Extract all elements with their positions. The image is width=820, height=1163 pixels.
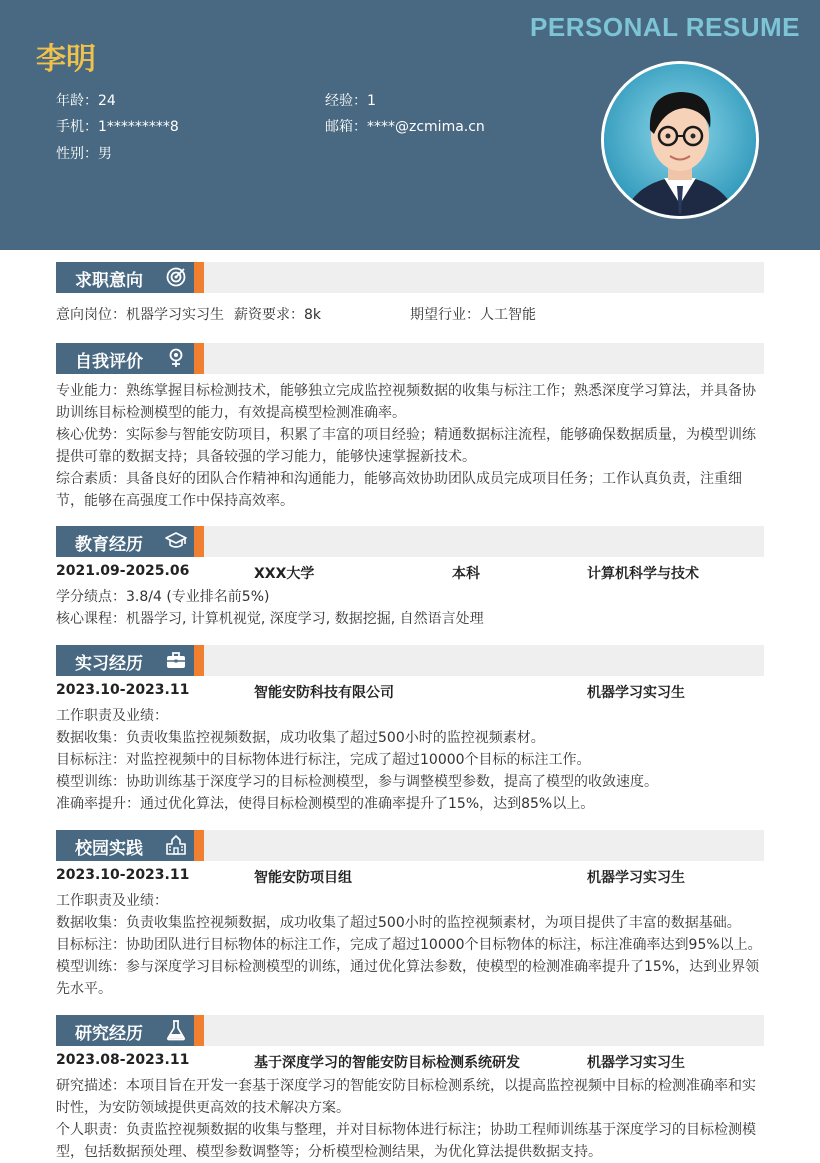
section-internship bbox=[56, 645, 764, 817]
campus-row bbox=[56, 867, 764, 889]
section-education bbox=[56, 526, 764, 632]
briefcase-icon bbox=[165, 649, 187, 671]
section-accent bbox=[194, 645, 204, 676]
award-icon bbox=[165, 347, 187, 369]
target-icon bbox=[165, 266, 187, 288]
internship-line: 模型训练：协助训练基于深度学习的目标检测模型，参与调整模型参数，提高了模型的收敛速度。 bbox=[56, 774, 658, 790]
internship-role: 机器学习实习生 bbox=[587, 685, 685, 701]
campus-building-icon bbox=[165, 834, 187, 856]
research-line: 研究描述：本项目旨在开发一套基于深度学习的智能安防目标检测系统，以提高监控视频中目标的检测准确率和实 bbox=[56, 1078, 756, 1094]
self-eval-line: 专业能力：熟练掌握目标检测技术，能够独立完成监控视频数据的收集与标注工作；熟悉深度学习算法，并具备协 bbox=[56, 383, 756, 399]
banner-title: PERSONAL RESUME bbox=[530, 12, 800, 42]
school-name: XXX大学 bbox=[254, 566, 315, 582]
section-title: 自我评价 bbox=[75, 352, 143, 372]
campus-line: 先水平。 bbox=[56, 981, 112, 997]
company-name: 智能安防科技有限公司 bbox=[254, 685, 394, 701]
experience: 经验：1 bbox=[325, 93, 376, 109]
section-header bbox=[56, 1015, 764, 1046]
self-eval-line: 综合素质：具备良好的团队合作精神和沟通能力，能够高效协助团队成员完成项目任务；工作认真负责，注重细 bbox=[56, 471, 742, 487]
section-tab bbox=[56, 645, 194, 676]
section-self-evaluation bbox=[56, 343, 764, 513]
intended-position: 意向岗位：机器学习实习生 bbox=[56, 307, 224, 323]
resume-header bbox=[0, 0, 820, 250]
self-eval-line: 核心优势：实际参与智能安防项目，积累了丰富的项目经验；精通数据标注流程，能够确保数据质量，为模型训练 bbox=[56, 427, 756, 443]
project-name: 基于深度学习的智能安防目标检测系统研发 bbox=[254, 1055, 520, 1071]
self-eval-line: 提供可靠的数据支持；具备较强的学习能力，能够快速掌握新技术。 bbox=[56, 449, 476, 465]
internship-line: 数据收集：负责收集监控视频数据，成功收集了超过500小时的监控视频素材。 bbox=[56, 730, 545, 746]
campus-role: 机器学习实习生 bbox=[587, 870, 685, 886]
section-title: 研究经历 bbox=[75, 1024, 143, 1044]
section-tab bbox=[56, 343, 194, 374]
graduation-cap-icon bbox=[165, 530, 187, 552]
expected-salary: 薪资要求：8k bbox=[234, 307, 322, 323]
internship-date: 2023.10-2023.11 bbox=[56, 682, 190, 698]
major: 计算机科学与技术 bbox=[587, 566, 699, 582]
section-title: 教育经历 bbox=[75, 535, 143, 555]
campus-line: 数据收集：负责收集监控视频数据，成功收集了超过500小时的监控视频素材，为项目提供了丰富的数据基础。 bbox=[56, 915, 741, 931]
campus-line: 模型训练：参与深度学习目标检测模型的训练，通过优化算法参数，使模型的检测准确率提升了15%，达到业界领 bbox=[56, 959, 760, 975]
flask-icon bbox=[165, 1019, 187, 1041]
section-tab bbox=[56, 830, 194, 861]
internship-line: 目标标注：对监控视频中的目标物体进行标注，完成了超过10000个目标的标注工作。 bbox=[56, 752, 591, 768]
phone: 手机：1*********8 bbox=[56, 119, 179, 135]
self-eval-line: 助训练目标检测模型的能力，有效提高模型检测准确率。 bbox=[56, 405, 406, 421]
campus-date: 2023.10-2023.11 bbox=[56, 867, 190, 883]
research-date: 2023.08-2023.11 bbox=[56, 1052, 190, 1068]
education-date: 2021.09-2025.06 bbox=[56, 563, 190, 579]
section-research bbox=[56, 1015, 764, 1160]
expected-industry: 期望行业：人工智能 bbox=[410, 307, 536, 323]
section-title: 校园实践 bbox=[75, 839, 143, 859]
research-line: 时性，为安防领域提供更高效的技术解决方案。 bbox=[56, 1100, 350, 1116]
section-header bbox=[56, 830, 764, 861]
section-accent bbox=[194, 526, 204, 557]
section-tab bbox=[56, 1015, 194, 1046]
education-line: 核心课程：机器学习, 计算机视觉, 深度学习, 数据挖掘, 自然语言处理 bbox=[56, 611, 484, 627]
research-row bbox=[56, 1052, 764, 1074]
avatar bbox=[601, 61, 759, 219]
section-job-intention bbox=[56, 262, 764, 332]
research-line: 型，包括数据预处理、模型参数调整等；分析模型检测结果，为优化算法提供数据支持。 bbox=[56, 1144, 602, 1160]
self-eval-line: 节，能够在高强度工作中保持高效率。 bbox=[56, 493, 294, 509]
section-header bbox=[56, 526, 764, 557]
section-accent bbox=[194, 262, 204, 293]
section-accent bbox=[194, 830, 204, 861]
section-header bbox=[56, 262, 764, 293]
internship-line: 工作职责及业绩： bbox=[56, 708, 168, 724]
section-campus-practice bbox=[56, 830, 764, 1002]
education-line: 学分绩点：3.8/4 (专业排名前5%) bbox=[56, 589, 270, 605]
research-line: 个人职责：负责监控视频数据的收集与整理，并对目标物体进行标注；协助工程师训练基于深度学习的目标检测模 bbox=[56, 1122, 756, 1138]
research-role: 机器学习实习生 bbox=[587, 1055, 685, 1071]
degree: 本科 bbox=[452, 566, 480, 582]
education-row bbox=[56, 563, 764, 585]
section-header bbox=[56, 343, 764, 374]
campus-line: 工作职责及业绩： bbox=[56, 893, 168, 909]
age: 年龄：24 bbox=[56, 93, 116, 109]
section-accent bbox=[194, 1015, 204, 1046]
campus-line: 目标标注：协助团队进行目标物体的标注工作，完成了超过10000个目标物体的标注，标注准确率达到95%以上。 bbox=[56, 937, 762, 953]
internship-line: 准确率提升：通过优化算法，使得目标检测模型的准确率提升了15%，达到85%以上。 bbox=[56, 796, 595, 812]
section-tab bbox=[56, 262, 194, 293]
internship-row bbox=[56, 682, 764, 704]
candidate-name: 李明 bbox=[36, 42, 96, 77]
gender: 性别：男 bbox=[56, 146, 112, 162]
organization-name: 智能安防项目组 bbox=[254, 870, 352, 886]
section-tab bbox=[56, 526, 194, 557]
section-title: 求职意向 bbox=[75, 271, 143, 291]
email: 邮箱：****@zcmima.cn bbox=[325, 119, 485, 135]
section-header bbox=[56, 645, 764, 676]
section-title: 实习经历 bbox=[75, 654, 143, 674]
section-accent bbox=[194, 343, 204, 374]
